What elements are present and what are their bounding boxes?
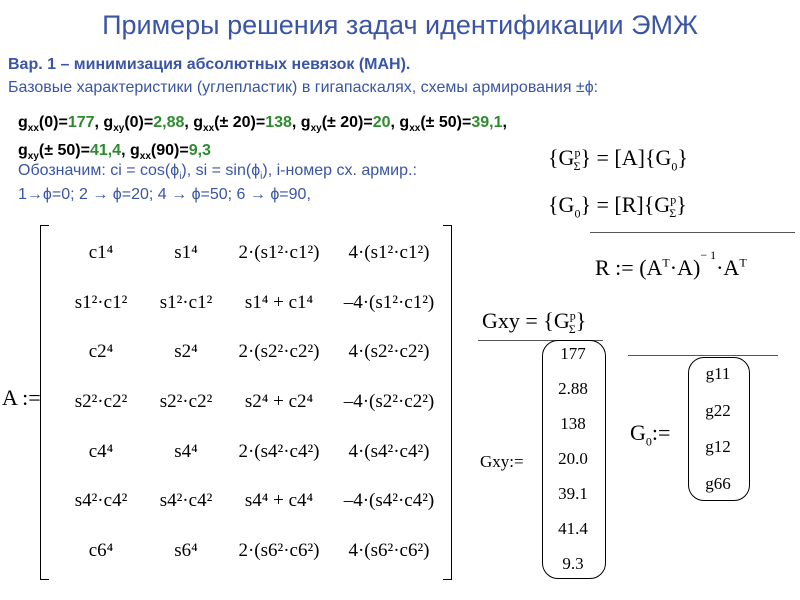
eq1-rhs-sub: 0 bbox=[671, 159, 678, 174]
r-sup-t2: T bbox=[739, 255, 747, 270]
gxy-vector-entry: 39.1 bbox=[558, 484, 588, 503]
value-symbol: g bbox=[399, 114, 410, 131]
notation-line bbox=[18, 162, 417, 182]
gxy-sub: Σ bbox=[568, 322, 576, 337]
value-subscript: xx bbox=[27, 123, 39, 135]
notation-sub-2: i bbox=[260, 171, 263, 183]
gxy-vector-entry: 2.88 bbox=[558, 379, 588, 398]
value-subscript: xx bbox=[409, 123, 421, 135]
notation-text-3: ), i-номер сх. армир.: bbox=[262, 162, 417, 179]
matrix-a-cell: 4·(s1²·c1²) bbox=[348, 241, 430, 263]
g0-vector bbox=[688, 364, 748, 494]
separator-rule-1 bbox=[590, 232, 795, 233]
variant-heading: Вар. 1 – минимизация абсолютных невязок (МАН). bbox=[8, 56, 411, 73]
matrix-a-cell: s1²·c1² bbox=[159, 291, 213, 313]
value-argument: (± 50)= bbox=[38, 142, 90, 160]
matrix-a-cell: –4·(s1²·c1²) bbox=[343, 291, 435, 313]
value-separator: , bbox=[502, 114, 507, 131]
value-item bbox=[103, 114, 194, 135]
matrix-a-cell: s1⁴ bbox=[174, 241, 198, 263]
eq1-sup: p bbox=[574, 145, 581, 160]
r-definition bbox=[595, 247, 747, 281]
value-number: 138 bbox=[265, 114, 292, 131]
matrix-a-cell: c1⁴ bbox=[88, 241, 114, 263]
value-item bbox=[129, 142, 211, 163]
matrix-a-cell: c2⁴ bbox=[88, 341, 114, 363]
value-argument: (± 20)= bbox=[214, 114, 266, 131]
eq1-end: } bbox=[677, 145, 688, 170]
equation-2 bbox=[548, 192, 687, 221]
value-subscript: xx bbox=[139, 151, 151, 163]
matrix-a-right-bracket bbox=[443, 225, 452, 580]
gxy-def-main: Gxy = {G bbox=[482, 308, 570, 333]
value-argument: (90)= bbox=[150, 142, 189, 160]
basic-characteristics-line: Базовые характеристики (углепластик) в гигапаскалях, схемы армирования ±ϕ: bbox=[8, 79, 599, 96]
value-separator: , bbox=[94, 114, 104, 131]
matrix-a bbox=[50, 228, 440, 576]
matrix-a-cell: 4·(s6²·c6²) bbox=[348, 540, 430, 562]
matrix-a-cell: –4·(s4²·c4²) bbox=[343, 490, 435, 512]
equation-1 bbox=[548, 145, 688, 174]
eq2-end: } bbox=[676, 192, 687, 217]
matrix-a-left-bracket bbox=[40, 225, 49, 580]
matrix-a-cell: 2·(s2²·c2²) bbox=[238, 341, 320, 363]
g0-vector-entry: g11 bbox=[705, 364, 731, 383]
value-symbol: g bbox=[18, 114, 28, 131]
g0-vector-entry: g12 bbox=[705, 437, 731, 457]
value-separator: , bbox=[291, 114, 301, 131]
value-item bbox=[300, 114, 400, 135]
matrix-a-cell: c4⁴ bbox=[88, 440, 114, 462]
g0-vector-entry: g22 bbox=[705, 400, 731, 420]
gxy-vector-label: Gxy:= bbox=[480, 452, 524, 471]
g0-vector-label bbox=[630, 420, 670, 449]
value-separator: , bbox=[184, 114, 194, 131]
value-argument: (± 20)= bbox=[321, 114, 373, 131]
g0-label-assign: := bbox=[651, 420, 671, 445]
matrix-a-cell: s2²·c2² bbox=[159, 390, 213, 412]
matrix-a-cell: 4·(s2²·c2²) bbox=[348, 341, 430, 363]
g0-label-main: G bbox=[630, 420, 646, 445]
matrix-a-cell: s4⁴ + c4⁴ bbox=[244, 490, 314, 512]
g0-vector-entry: g66 bbox=[705, 473, 731, 493]
r-def-mid: ·A) bbox=[669, 255, 701, 280]
matrix-a-cell: s4²·c4² bbox=[74, 490, 128, 512]
matrix-a-cell: s2⁴ + c2⁴ bbox=[244, 390, 314, 412]
eq2-mid: } = [R]{G bbox=[580, 192, 671, 217]
gxy-definition bbox=[482, 308, 586, 337]
value-subscript: xx bbox=[203, 123, 215, 135]
eq1-rhs: } = [A]{G bbox=[580, 145, 672, 170]
measured-values bbox=[18, 112, 538, 168]
gxy-vector-entry: 138 bbox=[560, 414, 586, 433]
value-symbol: g bbox=[103, 114, 114, 131]
gxy-vector bbox=[542, 344, 604, 574]
r-sup-t: T bbox=[662, 255, 670, 270]
matrix-a-cell: 2·(s6²·c6²) bbox=[238, 540, 320, 562]
notation-text-1: Обозначим: ci = cos(ϕ bbox=[18, 162, 180, 179]
gxy-vector-entry: 41.4 bbox=[558, 519, 588, 538]
matrix-a-cell: s2²·c2² bbox=[74, 390, 128, 412]
eq2-sup: p bbox=[670, 192, 677, 207]
eq2-lhs: {G bbox=[548, 192, 575, 217]
g0-label-sub: 0 bbox=[645, 434, 652, 449]
value-number: 41,4 bbox=[89, 142, 122, 160]
value-item bbox=[18, 114, 104, 135]
value-number: 9,3 bbox=[188, 142, 211, 160]
value-symbol: g bbox=[129, 142, 140, 160]
matrix-a-cell: s1²·c1² bbox=[74, 291, 128, 313]
value-symbol: g bbox=[18, 142, 28, 160]
matrix-a-cell: –4·(s2²·c2²) bbox=[343, 390, 435, 412]
value-number: 39,1 bbox=[471, 114, 503, 131]
matrix-a-label: A := bbox=[2, 385, 41, 410]
gxy-vector-entry: 9.3 bbox=[562, 554, 584, 573]
value-item bbox=[399, 114, 507, 135]
value-subscript: xy bbox=[113, 123, 125, 135]
value-argument: (± 50)= bbox=[420, 114, 472, 131]
value-separator: , bbox=[121, 142, 126, 160]
value-number: 177 bbox=[67, 114, 95, 131]
scheme-mapping: 1→ϕ=0; 2 → ϕ=20; 4 → ϕ=50; 6 → ϕ=90, bbox=[18, 186, 311, 203]
eq2-sub: Σ bbox=[669, 206, 677, 221]
eq2-lhs-sub: 0 bbox=[574, 206, 581, 221]
eq1-sub: Σ bbox=[573, 159, 581, 174]
value-argument: (0)= bbox=[124, 114, 154, 131]
value-subscript: xy bbox=[27, 151, 39, 163]
r-def-main: R := (A bbox=[595, 255, 663, 280]
value-separator: , bbox=[390, 114, 400, 131]
value-item bbox=[18, 142, 126, 163]
gxy-vector-entry: 177 bbox=[560, 344, 586, 363]
value-symbol: g bbox=[300, 114, 311, 131]
matrix-a-cell: 2·(s4²·c4²) bbox=[238, 440, 320, 462]
gxy-sup: p bbox=[569, 308, 576, 323]
matrix-a-cell: s2⁴ bbox=[174, 341, 198, 363]
r-sup-inv: − 1 bbox=[700, 247, 717, 262]
matrix-a-cell: 2·(s1²·c1²) bbox=[238, 241, 320, 263]
gxy-end: } bbox=[575, 308, 587, 333]
eq1-lhs: {G bbox=[548, 145, 575, 170]
value-argument: (0)= bbox=[38, 114, 68, 131]
value-subscript: xy bbox=[310, 123, 322, 135]
slide-title: Примеры решения задач идентификации ЭМЖ bbox=[102, 10, 698, 40]
value-item bbox=[193, 114, 301, 135]
matrix-a-cell: s4²·c4² bbox=[159, 490, 213, 512]
matrix-a-cell: 4·(s4²·c4²) bbox=[348, 440, 430, 462]
value-number: 20 bbox=[372, 114, 391, 131]
value-number: 2,88 bbox=[153, 114, 185, 131]
matrix-a-cell: s6⁴ bbox=[174, 540, 198, 562]
matrix-a-cell: s1⁴ + c1⁴ bbox=[244, 291, 314, 313]
notation-text-2: ), si = sin(ϕ bbox=[181, 162, 261, 179]
notation-sub-1: i bbox=[179, 171, 182, 183]
separator-rule-3 bbox=[628, 355, 778, 356]
gxy-vector-entry: 20.0 bbox=[558, 449, 588, 468]
r-def-tail: ·A bbox=[716, 255, 740, 280]
matrix-a-cell: s4⁴ bbox=[174, 440, 198, 462]
matrix-a-cell: c6⁴ bbox=[88, 540, 114, 562]
value-symbol: g bbox=[193, 114, 204, 131]
